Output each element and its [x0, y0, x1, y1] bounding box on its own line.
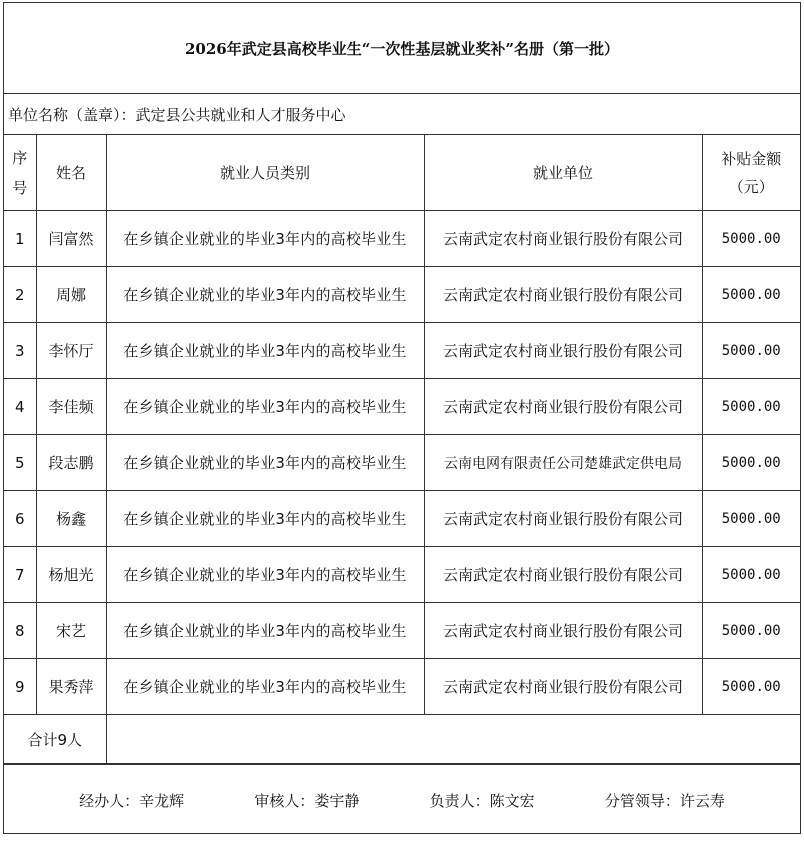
table-row: [4, 435, 800, 491]
cell-name: 段志鹏: [36, 435, 106, 491]
cell-amount: 5000.00: [702, 211, 800, 267]
header-employer: 就业单位: [424, 135, 702, 211]
cell-name: 李怀厅: [36, 323, 106, 379]
cell-amount: 5000.00: [702, 379, 800, 435]
cell-name: 杨鑫: [36, 491, 106, 547]
cell-amount: 5000.00: [702, 435, 800, 491]
cell-serial: 7: [4, 547, 36, 603]
total-label: 合计9人: [4, 715, 106, 764]
signature-line: [4, 764, 800, 835]
cell-amount: 5000.00: [702, 491, 800, 547]
unit-name-line: 单位名称（盖章）：武定县公共就业和人才服务中心: [4, 94, 800, 135]
header-serial-line-2: 号: [12, 178, 28, 197]
cell-category: 在乡镇企业就业的毕业3年内的高校毕业生: [106, 323, 424, 379]
cell-amount: 5000.00: [702, 603, 800, 659]
cell-category: 在乡镇企业就业的毕业3年内的高校毕业生: [106, 379, 424, 435]
cell-name: 李佳频: [36, 379, 106, 435]
cell-category: 在乡镇企业就业的毕业3年内的高校毕业生: [106, 211, 424, 267]
cell-employer: 云南武定农村商业银行股份有限公司: [424, 659, 702, 715]
header-serial: [4, 135, 36, 211]
header-amount-line-2: （元）: [728, 177, 774, 196]
cell-employer: 云南武定农村商业银行股份有限公司: [424, 211, 702, 267]
header-category: 就业人员类别: [106, 135, 424, 211]
cell-employer: 云南电网有限责任公司楚雄武定供电局: [424, 435, 702, 491]
cell-serial: 4: [4, 379, 36, 435]
cell-category: 在乡镇企业就业的毕业3年内的高校毕业生: [106, 603, 424, 659]
cell-employer: 云南武定农村商业银行股份有限公司: [424, 267, 702, 323]
total-row: [4, 715, 800, 764]
cell-name: 周娜: [36, 267, 106, 323]
handler-signature: 经办人：辛龙辉: [79, 791, 185, 810]
cell-serial: 5: [4, 435, 36, 491]
responsible-signature: 负责人：陈文宏: [429, 791, 535, 810]
table-row: [4, 323, 800, 379]
total-empty-cell: [106, 715, 800, 764]
cell-serial: 9: [4, 659, 36, 715]
table-row: [4, 267, 800, 323]
cell-category: 在乡镇企业就业的毕业3年内的高校毕业生: [106, 435, 424, 491]
cell-employer: 云南武定农村商业银行股份有限公司: [424, 603, 702, 659]
header-name: 姓名: [36, 135, 106, 211]
cell-employer: 云南武定农村商业银行股份有限公司: [424, 491, 702, 547]
cell-name: 闫富然: [36, 211, 106, 267]
document-title: 2026年武定县高校毕业生“一次性基层就业奖补”名册（第一批）: [4, 3, 800, 94]
cell-serial: 8: [4, 603, 36, 659]
cell-serial: 2: [4, 267, 36, 323]
cell-name: 果秀萍: [36, 659, 106, 715]
cell-employer: 云南武定农村商业银行股份有限公司: [424, 323, 702, 379]
cell-name: 杨旭光: [36, 547, 106, 603]
cell-category: 在乡镇企业就业的毕业3年内的高校毕业生: [106, 491, 424, 547]
header-amount-line-1: 补贴金额: [721, 149, 782, 168]
leader-signature: 分管领导：许云寿: [604, 791, 725, 810]
roster-sheet: [3, 2, 801, 834]
table-row: [4, 211, 800, 267]
cell-employer: 云南武定农村商业银行股份有限公司: [424, 379, 702, 435]
table-row: [4, 379, 800, 435]
cell-category: 在乡镇企业就业的毕业3年内的高校毕业生: [106, 267, 424, 323]
table-row: [4, 491, 800, 547]
cell-serial: 3: [4, 323, 36, 379]
reviewer-signature: 审核人：娄宇静: [254, 791, 360, 810]
cell-amount: 5000.00: [702, 323, 800, 379]
header-amount: [702, 135, 800, 211]
cell-amount: 5000.00: [702, 547, 800, 603]
cell-amount: 5000.00: [702, 267, 800, 323]
cell-name: 宋艺: [36, 603, 106, 659]
table-row: [4, 659, 800, 715]
roster-table: [4, 135, 800, 764]
table-row: [4, 603, 800, 659]
cell-serial: 1: [4, 211, 36, 267]
cell-serial: 6: [4, 491, 36, 547]
cell-category: 在乡镇企业就业的毕业3年内的高校毕业生: [106, 547, 424, 603]
cell-employer: 云南武定农村商业银行股份有限公司: [424, 547, 702, 603]
cell-amount: 5000.00: [702, 659, 800, 715]
table-header-row: [4, 135, 800, 211]
cell-category: 在乡镇企业就业的毕业3年内的高校毕业生: [106, 659, 424, 715]
table-row: [4, 547, 800, 603]
header-serial-line-1: 序: [12, 148, 28, 167]
